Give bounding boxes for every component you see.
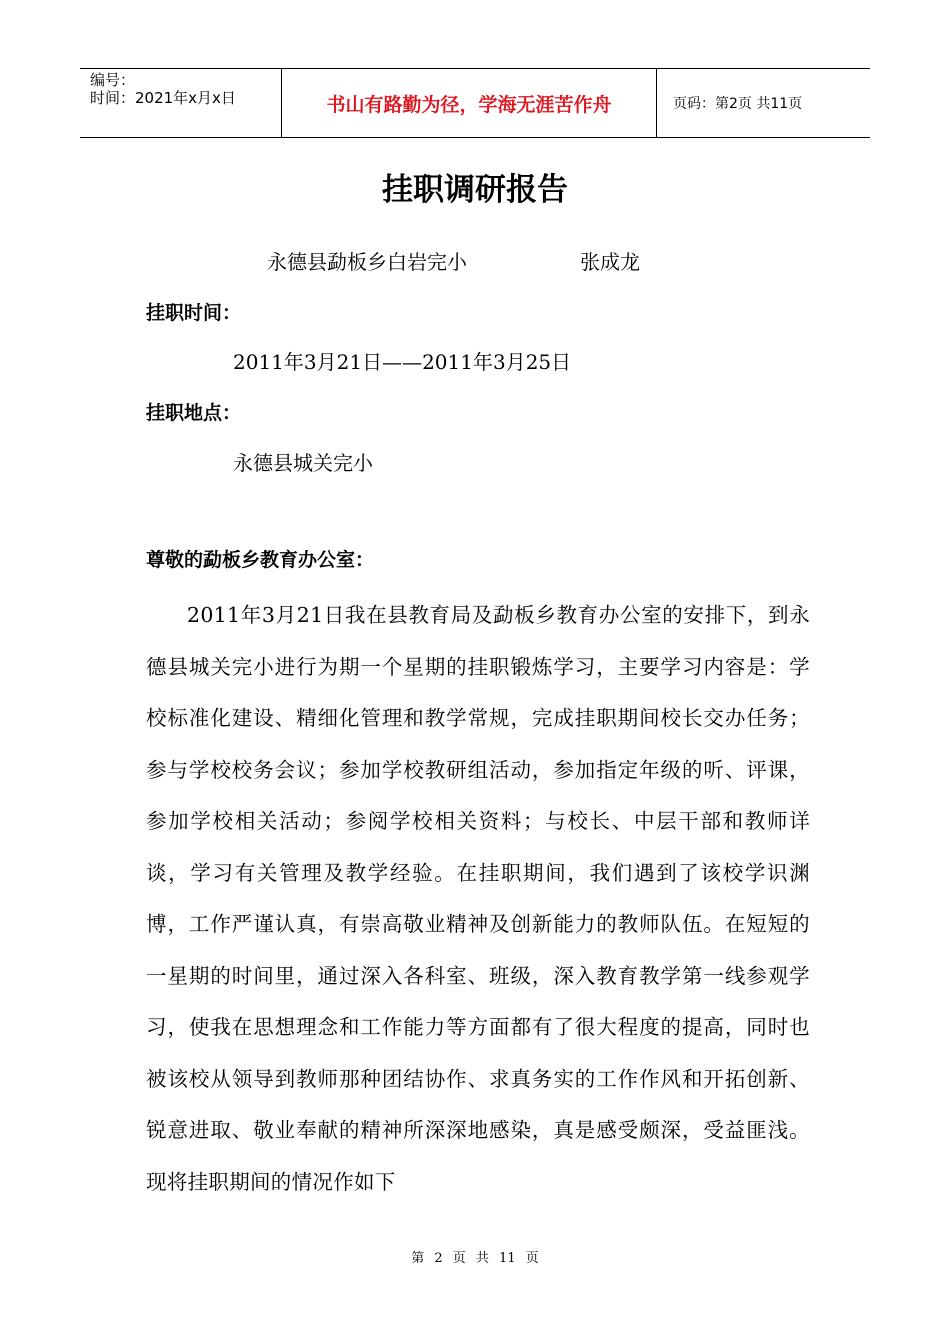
header-motto: 书山有路勤为径，学海无涯苦作舟 (281, 69, 657, 137)
time-value: 2011年3月21日——2011年3月25日 (233, 350, 572, 374)
page-footer: 第 2 页 共 11 页 (411, 1251, 539, 1266)
number-label: 编号： (90, 71, 136, 89)
author-name: 张成龙 (580, 250, 640, 274)
body-paragraph: 2011年3月21日我在县教育局及勐板乡教育办公室的安排下，到永德县城关完小进行为期一个星期的挂职锻炼学习，主要学习内容是：学校标准化建设、精细化管理和教学常规，完成挂职期间校长交办任务；参与学校校务会议；参加学校教研组活动，参加指定年级的听、评课，参加学校相关活动；参阅学校相关资料；与校长、中层干部和教师详谈，学习有关管理及教学经验。在挂职期间，我们遇到了该校学识渊博，工作严谨认真，有崇高敬业精神及创新能力的教师队伍。在短短的一星期的时间里，通过深入各科室、班级，深入教育教学第一线参观学习，使我在思想理念和工作能力等方面都有了很大程度的提高，同时也被该校从领导到教师那种团结协作、求真务实的工作作风和开拓创新、锐意进取、敬业奉献的精神所深深地感染，真是感受颇深，受益匪浅。现将挂职期间的情况作如下 (146, 603, 810, 1194)
page-info-text: 页码：第2页 共11页 (673, 96, 803, 112)
header-meta (80, 69, 280, 137)
school-name: 永德县勐板乡白岩完小 (267, 250, 467, 274)
header-table (80, 68, 870, 138)
place-value: 永德县城关完小 (233, 451, 373, 475)
time-heading: 挂职时间： (146, 302, 242, 324)
time-label: 时间：2021年x月x日 (90, 89, 236, 107)
place-heading: 挂职地点： (146, 402, 242, 424)
salutation: 尊敬的勐板乡教育办公室： (146, 549, 375, 571)
header-page-info (665, 69, 870, 137)
document-title: 挂职调研报告 (382, 172, 568, 208)
